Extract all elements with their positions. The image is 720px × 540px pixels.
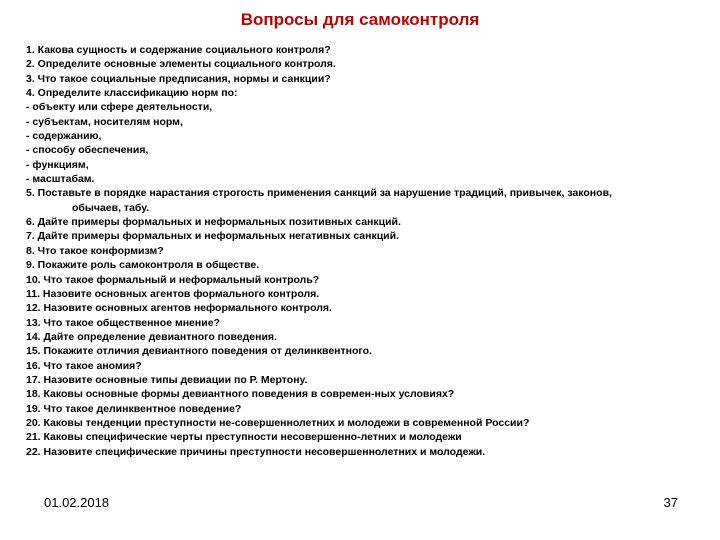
list-item: - содержанию, bbox=[26, 130, 102, 143]
list-item: 22. Назовите специфические причины преступности несовершеннолетних и молодежи. bbox=[26, 445, 486, 458]
list-item: 6. Дайте примеры формальных и неформальных позитивных санкций. bbox=[26, 216, 401, 229]
list-item: - масштабам. bbox=[26, 173, 95, 186]
list-item: 5. Поставьте в порядке нарастания строгость применения санкций за нарушение традиций, привычек, законов, bbox=[26, 187, 612, 200]
list-item: 11. Назовите основных агентов формального контроля. bbox=[26, 287, 320, 300]
list-item: 15. Покажите отличия девиантного поведения от делинквентного. bbox=[26, 345, 372, 358]
list-item-continuation: обычаев, табу. bbox=[72, 201, 150, 214]
list-item: 19. Что такое делинквентное поведение? bbox=[26, 402, 242, 415]
list-item: 21. Каковы специфические черты преступности несовершенно-летних и молодежи bbox=[26, 431, 462, 444]
list-item: 7. Дайте примеры формальных и неформальных негативных санкций. bbox=[26, 230, 400, 243]
list-item: 2. Определите основные элементы социального контроля. bbox=[26, 58, 336, 71]
list-item: 14. Дайте определение девиантного поведения. bbox=[26, 330, 277, 343]
list-item: - способу обеспечения, bbox=[26, 144, 149, 157]
slide-page-number: 37 bbox=[663, 495, 678, 510]
list-item: 8. Что такое конформизм? bbox=[26, 244, 164, 257]
list-item: - субъектам, носителям норм, bbox=[26, 115, 183, 128]
list-item: 12. Назовите основных агентов неформального контроля. bbox=[26, 302, 332, 315]
list-item: 17. Назовите основные типы девиации по Р. Мертону. bbox=[26, 373, 308, 386]
list-item: 3. Что такое социальные предписания, нормы и санкции? bbox=[26, 72, 331, 85]
list-item: 1. Какова сущность и содержание социального контроля? bbox=[26, 44, 331, 56]
list-item: 20. Каковы тенденции преступности не-совершеннолетних и молодежи в современной России? bbox=[26, 416, 530, 429]
list-item: 16. Что такое аномия? bbox=[26, 359, 142, 372]
list-item: 13. Что такое общественное мнение? bbox=[26, 316, 220, 329]
list-item: 9. Покажите роль самоконтроля в обществе. bbox=[26, 259, 260, 272]
list-item: 4. Определите классификацию норм по: bbox=[26, 87, 238, 100]
slide-date: 01.02.2018 bbox=[44, 495, 110, 510]
list-item: 18. Каковы основные формы девиантного поведения в современ-ных условиях? bbox=[26, 388, 455, 401]
list-item: 10. Что такое формальный и неформальный контроль? bbox=[26, 273, 320, 286]
slide-title: Вопросы для самоконтроля bbox=[240, 10, 480, 29]
question-list bbox=[26, 43, 716, 459]
list-item: - функциям, bbox=[26, 158, 89, 171]
list-item: - объекту или сфере деятельности, bbox=[26, 101, 213, 114]
